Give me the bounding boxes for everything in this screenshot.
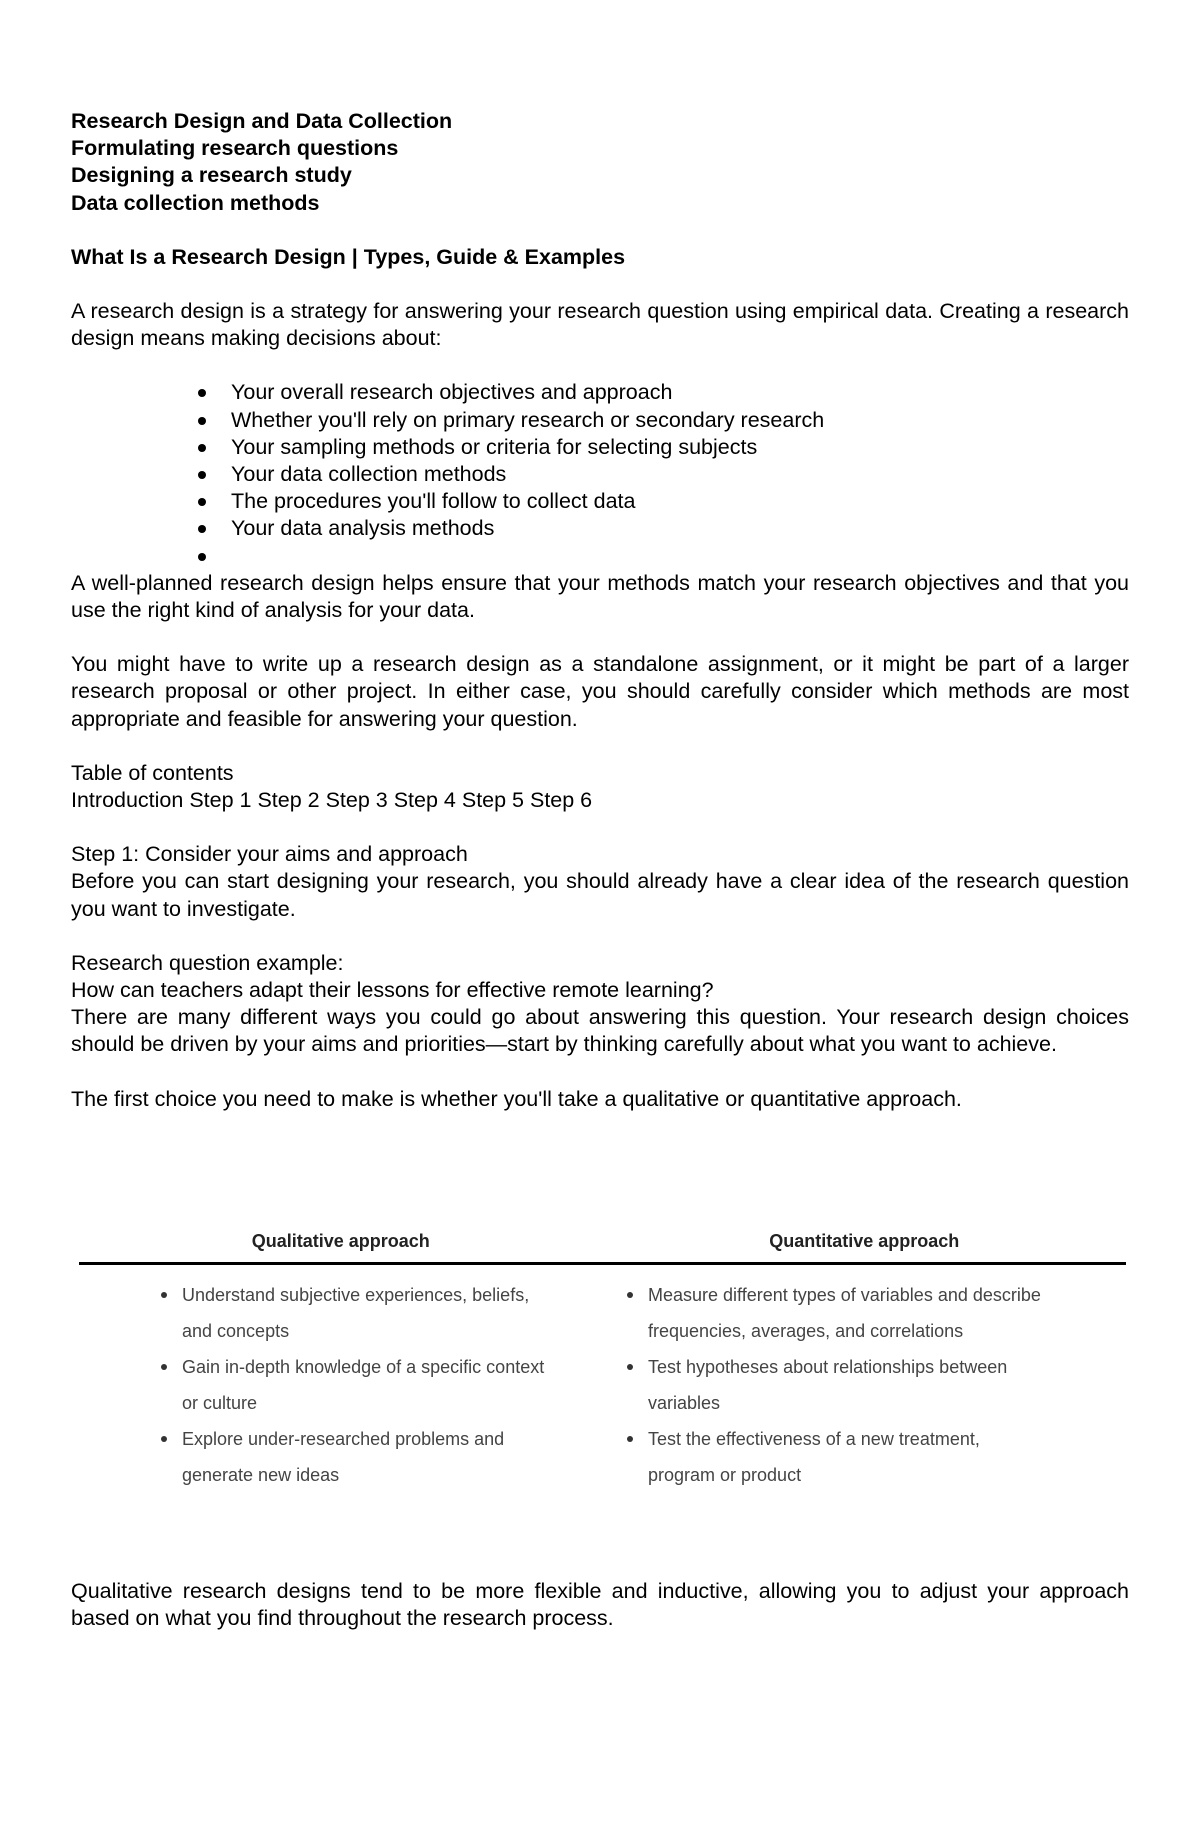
standalone-paragraph: You might have to write up a research design as a standalone assignment, or it might be part of a larger research proposal or other project. In either case, you should carefully consider which methods are most appropriate and feasible for answering your question. xyxy=(71,652,1129,731)
list-item: Test the effectiveness of a new treatment, program or product xyxy=(625,1421,1045,1493)
step1-title: Step 1: Consider your aims and approach xyxy=(71,842,468,867)
list-item: Measure different types of variables and describe frequencies, averages, and correlations xyxy=(625,1277,1045,1349)
quantitative-list xyxy=(602,1277,1045,1493)
heading-research-design: Research Design and Data Collection xyxy=(71,109,453,133)
list-item: Test hypotheses about relationships between variables xyxy=(625,1349,1045,1421)
many-ways-paragraph: There are many different ways you could go about answering this question. Your research design choices should be driven by your aims and priorities—start by thinking carefully about what you want to achieve. xyxy=(71,1005,1129,1057)
approach-comparison-table xyxy=(79,1220,1126,1493)
list-item: Whether you'll rely on primary research or secondary research xyxy=(71,407,1129,434)
comparison-header xyxy=(79,1220,1126,1265)
list-item: Your sampling methods or criteria for selecting subjects xyxy=(71,434,1129,461)
article-title: What Is a Research Design | Types, Guide & Examples xyxy=(71,244,626,269)
list-item: Explore under-researched problems and generate new ideas xyxy=(159,1421,559,1493)
list-item: Understand subjective experiences, beliefs, and concepts xyxy=(159,1277,559,1349)
list-item xyxy=(71,543,1129,570)
step1-text: Before you can start designing your research, you should already have a clear idea of the research question you want to investigate. xyxy=(71,869,1129,921)
spacer xyxy=(71,1059,1129,1086)
list-item: Your data analysis methods xyxy=(71,515,1129,542)
list-item: Gain in-depth knowledge of a specific context or culture xyxy=(159,1349,559,1421)
qualitative-list xyxy=(79,1277,559,1493)
toc-items: Introduction Step 1 Step 2 Step 3 Step 4 Step 5 Step 6 xyxy=(71,788,593,813)
intro-paragraph: A research design is a strategy for answering your research question using empirical data. Creating a research design means making decisions about: xyxy=(71,299,1129,351)
closing-paragraph: Qualitative research designs tend to be more flexible and inductive, allowing you to adjust your approach based on what you find throughout the research process. xyxy=(71,1579,1129,1631)
heading-formulating-questions: Formulating research questions xyxy=(71,136,399,161)
document-body xyxy=(71,108,1129,1113)
qualitative-column xyxy=(79,1277,602,1493)
decisions-list xyxy=(71,379,1129,569)
list-item: The procedures you'll follow to collect data xyxy=(71,488,1129,515)
qualitative-header: Qualitative approach xyxy=(251,1231,430,1251)
spacer xyxy=(71,733,1129,760)
heading-designing-study: Designing a research study xyxy=(71,163,352,188)
spacer xyxy=(71,814,1129,841)
heading-data-collection: Data collection methods xyxy=(71,190,320,215)
example-label: Research question example: xyxy=(71,950,344,975)
first-choice-paragraph: The first choice you need to make is whether you'll take a qualitative or quantitative approach. xyxy=(71,1086,962,1111)
list-item: Your overall research objectives and approach xyxy=(71,379,1129,406)
well-planned-paragraph: A well-planned research design helps ensure that your methods match your research objectives and that you use the right kind of analysis for your data. xyxy=(71,570,1129,623)
toc-label: Table of contents xyxy=(71,760,234,785)
list-item: Your data collection methods xyxy=(71,461,1129,488)
spacer xyxy=(71,271,1129,298)
spacer xyxy=(71,217,1129,244)
quantitative-header: Quantitative approach xyxy=(769,1231,960,1251)
quantitative-column xyxy=(602,1277,1126,1493)
spacer xyxy=(71,923,1129,950)
spacer xyxy=(71,352,1129,379)
spacer xyxy=(71,624,1129,651)
example-question: How can teachers adapt their lessons for effective remote learning? xyxy=(71,978,714,1003)
comparison-body xyxy=(79,1265,1126,1493)
